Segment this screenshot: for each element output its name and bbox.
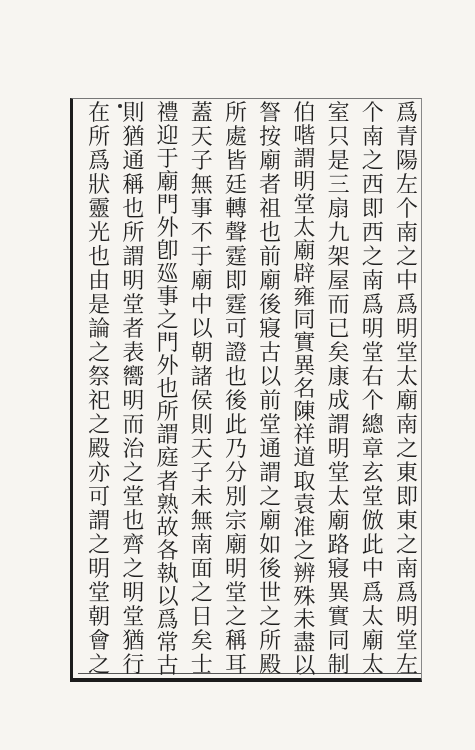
character: 處 [224, 125, 247, 150]
character: 東 [395, 509, 418, 534]
character: 于 [156, 147, 179, 173]
character: 證 [224, 341, 247, 366]
character: 堂 [224, 581, 247, 606]
character: 陽 [395, 149, 418, 174]
character: 康 [327, 365, 350, 390]
character: 也 [156, 377, 179, 403]
character: 祖 [259, 197, 282, 222]
character: 行 [122, 653, 145, 678]
character: 前 [259, 245, 282, 270]
character: 靈 [88, 197, 111, 222]
character: 西 [361, 173, 384, 198]
character: 不 [190, 221, 213, 246]
character: 故 [156, 515, 179, 541]
character: 轉 [224, 197, 247, 222]
character: 明 [88, 557, 111, 582]
character: 者 [156, 469, 179, 495]
character: 殿 [259, 653, 282, 678]
character: 之 [88, 413, 111, 438]
character: 中 [395, 269, 418, 294]
character: 明 [293, 170, 316, 196]
character: 袁 [293, 492, 316, 518]
character: 門 [156, 331, 179, 357]
character: 嚮 [122, 365, 145, 390]
text-column [289, 102, 319, 678]
character: 稱 [122, 173, 145, 198]
character: 太 [361, 653, 384, 678]
character: 霆 [224, 293, 247, 318]
text-column [84, 102, 114, 678]
character: 西 [361, 221, 384, 246]
character: 左 [395, 173, 418, 198]
character: 後 [224, 389, 247, 414]
character: 祥 [293, 423, 316, 449]
character: 个 [395, 197, 418, 222]
character: 常 [156, 630, 179, 656]
character: 廷 [224, 173, 247, 198]
character: 明 [395, 317, 418, 342]
character: 殿 [88, 437, 111, 462]
character: 太 [293, 216, 316, 242]
character: 明 [361, 317, 384, 342]
character: 由 [88, 269, 111, 294]
character: 治 [122, 437, 145, 462]
character: 朝 [190, 341, 213, 366]
character: 即 [361, 197, 384, 222]
character: 明 [122, 389, 145, 414]
character: 所 [259, 629, 282, 654]
character: 諸 [190, 365, 213, 390]
character: 論 [88, 317, 111, 342]
character: 寢 [327, 557, 350, 582]
character: 此 [361, 533, 384, 558]
character: 之 [156, 308, 179, 334]
character: 則 [190, 413, 213, 438]
character: 所 [224, 101, 247, 126]
character: 子 [190, 149, 213, 174]
character: 宗 [224, 509, 247, 534]
character: 堂 [122, 293, 145, 318]
character: 別 [224, 485, 247, 510]
character: 未 [190, 485, 213, 510]
character: 古 [156, 653, 179, 679]
character: 分 [224, 461, 247, 486]
character: 之 [395, 533, 418, 558]
character: 以 [259, 365, 282, 390]
character: 伯 [293, 101, 316, 126]
character: 之 [293, 538, 316, 564]
character: 成 [327, 389, 350, 414]
character: 通 [122, 149, 145, 174]
character: 謂 [122, 245, 145, 270]
character: 明 [122, 581, 145, 606]
character: 謂 [293, 147, 316, 173]
character: 熟 [156, 492, 179, 518]
text-column [324, 102, 354, 678]
character: 事 [190, 197, 213, 222]
character: 者 [122, 317, 145, 342]
character: 爲 [156, 607, 179, 633]
character: 實 [293, 331, 316, 357]
character: 倣 [361, 509, 384, 534]
character: 後 [259, 557, 282, 582]
character: 矣 [190, 629, 213, 654]
character: 堂 [361, 341, 384, 366]
character: 爲 [361, 581, 384, 606]
character: 廟 [293, 239, 316, 265]
character: 扇 [327, 197, 350, 222]
character: 之 [224, 605, 247, 630]
character: 右 [361, 365, 384, 390]
character: 稱 [224, 629, 247, 654]
text-column [255, 102, 285, 678]
character: 異 [293, 354, 316, 380]
character: 辟 [293, 262, 316, 288]
character: 矣 [327, 341, 350, 366]
character: 廟 [156, 170, 179, 196]
character: 卽 [156, 239, 179, 265]
character: 也 [122, 197, 145, 222]
character: 古 [259, 341, 282, 366]
character: 辨 [293, 561, 316, 587]
character: 光 [88, 221, 111, 246]
character: 堂 [327, 461, 350, 486]
character: 迎 [156, 124, 179, 150]
character: 之 [361, 149, 384, 174]
character: 執 [156, 561, 179, 587]
character: 也 [259, 221, 282, 246]
character: 此 [224, 413, 247, 438]
text-column [153, 102, 183, 678]
text-column [118, 102, 148, 678]
character: 侯 [190, 389, 213, 414]
character: 堂 [122, 605, 145, 630]
character: 明 [224, 557, 247, 582]
character: 外 [156, 216, 179, 242]
character: 室 [327, 101, 350, 126]
character: 所 [88, 125, 111, 150]
character: 南 [395, 413, 418, 438]
character: 爲 [395, 293, 418, 318]
character: 之 [395, 245, 418, 270]
character: 堂 [88, 581, 111, 606]
character: 如 [259, 533, 282, 558]
character: 之 [88, 653, 111, 678]
character: 之 [88, 533, 111, 558]
character: 日 [190, 605, 213, 630]
character: 即 [224, 269, 247, 294]
character: 總 [361, 413, 384, 438]
character: 謂 [88, 509, 111, 534]
character: 路 [327, 533, 350, 558]
character: 世 [259, 581, 282, 606]
text-column [187, 102, 217, 678]
character: 准 [293, 515, 316, 541]
character: 是 [88, 293, 111, 318]
character: 按 [259, 125, 282, 150]
character: 章 [361, 437, 384, 462]
character: 而 [327, 293, 350, 318]
character: 皆 [224, 149, 247, 174]
character: 明 [327, 437, 350, 462]
character: 爲 [361, 293, 384, 318]
character: 明 [395, 605, 418, 630]
character: 寢 [259, 317, 282, 342]
character: 个 [361, 101, 384, 126]
character: 禮 [156, 101, 179, 126]
character: 謂 [327, 413, 350, 438]
character: 而 [122, 413, 145, 438]
character: 廟 [224, 533, 247, 558]
character: 之 [190, 581, 213, 606]
character: 九 [327, 221, 350, 246]
character: 無 [190, 509, 213, 534]
character: 三 [327, 173, 350, 198]
character: 所 [156, 400, 179, 426]
character: 爲 [88, 149, 111, 174]
text-column [221, 102, 251, 678]
character: 之 [122, 461, 145, 486]
character: 乃 [224, 437, 247, 462]
character: 之 [395, 437, 418, 462]
character: 中 [190, 293, 213, 318]
character: 堂 [361, 485, 384, 510]
character: 盡 [293, 630, 316, 656]
character: 面 [190, 557, 213, 582]
character: 也 [88, 245, 111, 270]
character: 門 [156, 193, 179, 219]
text-column [392, 102, 422, 678]
character: 取 [293, 469, 316, 495]
character: 廟 [259, 509, 282, 534]
character: 廟 [361, 629, 384, 654]
character: 堂 [293, 193, 316, 219]
character: 以 [293, 653, 316, 679]
character: 已 [327, 317, 350, 342]
character: 喈 [293, 124, 316, 150]
character: 中 [361, 557, 384, 582]
character: 名 [293, 377, 316, 403]
character: 謂 [156, 423, 179, 449]
character: 在 [88, 101, 111, 126]
text-column [358, 102, 388, 678]
character: 殊 [293, 584, 316, 610]
character: 南 [190, 533, 213, 558]
character: 同 [327, 629, 350, 654]
character: 異 [327, 581, 350, 606]
character: 廟 [395, 389, 418, 414]
character: 之 [361, 245, 384, 270]
character: 霆 [224, 245, 247, 270]
character: 士 [190, 653, 213, 678]
character: 南 [395, 557, 418, 582]
character: 廟 [190, 269, 213, 294]
character: 之 [259, 605, 282, 630]
character: 廟 [259, 149, 282, 174]
character: 爲 [395, 101, 418, 126]
character: 者 [259, 173, 282, 198]
character: 謂 [259, 461, 282, 486]
character: 事 [156, 285, 179, 311]
character: 齊 [122, 533, 145, 558]
character: 可 [88, 485, 111, 510]
character: 堂 [395, 341, 418, 366]
character: 廟 [259, 269, 282, 294]
character: 猶 [122, 125, 145, 150]
character: 雍 [293, 285, 316, 311]
character: 太 [395, 365, 418, 390]
character: 庭 [156, 446, 179, 472]
character: 會 [88, 629, 111, 654]
character: 制 [327, 653, 350, 678]
character: 陳 [293, 400, 316, 426]
character: 東 [395, 461, 418, 486]
character: 堂 [395, 629, 418, 654]
character: 亦 [88, 461, 111, 486]
character: 祀 [88, 389, 111, 414]
character: 以 [190, 317, 213, 342]
character: 通 [259, 437, 282, 462]
character: 堂 [122, 485, 145, 510]
character: 太 [327, 485, 350, 510]
character: 耳 [224, 653, 247, 678]
character: 之 [88, 341, 111, 366]
character: 子 [190, 461, 213, 486]
character: 祭 [88, 365, 111, 390]
character: 猶 [122, 629, 145, 654]
character: 廟 [327, 509, 350, 534]
character: 即 [395, 485, 418, 510]
character: 堂 [259, 413, 282, 438]
character: 爲 [395, 581, 418, 606]
character: 無 [190, 173, 213, 198]
character: 所 [122, 221, 145, 246]
character: 各 [156, 538, 179, 564]
character: 外 [156, 354, 179, 380]
character: 是 [327, 149, 350, 174]
character: 只 [327, 125, 350, 150]
character: 屋 [327, 269, 350, 294]
character: 左 [395, 653, 418, 678]
character: 青 [395, 125, 418, 150]
character: 蓋 [190, 101, 213, 126]
character: 廵 [156, 262, 179, 288]
character: 南 [361, 269, 384, 294]
character: 則 [122, 101, 145, 126]
character: 前 [259, 389, 282, 414]
character: 于 [190, 245, 213, 270]
character: 明 [122, 269, 145, 294]
character: 聲 [224, 221, 247, 246]
character: 天 [190, 125, 213, 150]
character: 太 [361, 605, 384, 630]
character: 也 [122, 509, 145, 534]
character: 後 [259, 293, 282, 318]
character: 之 [122, 557, 145, 582]
character: 同 [293, 308, 316, 334]
character: 也 [224, 365, 247, 390]
character: 之 [259, 485, 282, 510]
character: 天 [190, 437, 213, 462]
character: 表 [122, 341, 145, 366]
character: 玄 [361, 461, 384, 486]
character: 朝 [88, 605, 111, 630]
character: 南 [361, 125, 384, 150]
character: 狀 [88, 173, 111, 198]
character: 實 [327, 605, 350, 630]
character: 以 [156, 584, 179, 610]
character: 詧 [259, 101, 282, 126]
character: 南 [395, 221, 418, 246]
character: 架 [327, 245, 350, 270]
character: 可 [224, 317, 247, 342]
character: 个 [361, 389, 384, 414]
character: 道 [293, 446, 316, 472]
character: 未 [293, 607, 316, 633]
